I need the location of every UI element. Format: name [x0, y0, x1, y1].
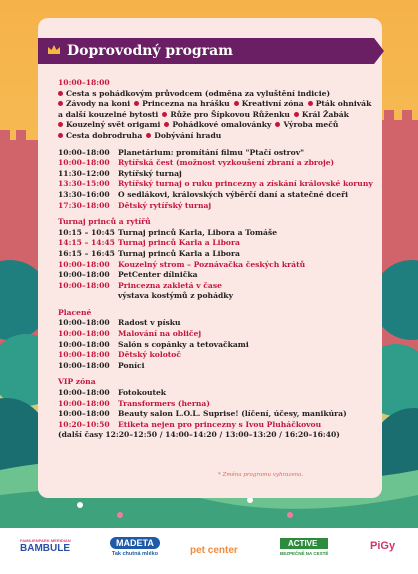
schedule-time: 10:00–18:00: [58, 329, 110, 339]
piggy-logo: [370, 540, 395, 552]
section-heading-paid: Placené: [58, 307, 92, 317]
schedule-activity: PetCenter dílnička: [118, 270, 198, 280]
schedule-activity: Rytířský turnaj: [118, 168, 182, 178]
page-title: Doprovodný program: [67, 43, 233, 59]
vip-extra-times: (další časy 12:20–12:50 / 14:00–14:20 / 13:00–13:20 / 16:20–16:40): [58, 430, 340, 440]
intro-activities: [58, 89, 380, 142]
schedule-activity: Beauty salon L.O.L. Suprise! (líčení, účesy, manikúra): [118, 409, 347, 419]
schedule-main: [58, 148, 380, 212]
intro-activity: Kreativní zóna: [241, 99, 304, 109]
bullet-dot-icon: [58, 133, 63, 138]
petcenter-logo-text: pet center: [190, 545, 238, 556]
schedule-time: 10:00–18:00: [58, 409, 110, 419]
crown-icon: [47, 44, 61, 56]
bullet-dot-icon: [58, 101, 63, 106]
active-logo: [280, 538, 328, 556]
schedule-activity: Dětský rytířský turnaj: [118, 200, 212, 210]
intro-activity: Výroba mečů: [283, 120, 339, 130]
intro-activity: a další kouzelné bytosti: [58, 109, 159, 119]
schedule-time: 10:00–18:00: [58, 350, 110, 360]
schedule-time: [58, 291, 118, 302]
schedule-activity: výstava kostýmů z pohádky: [118, 291, 233, 301]
schedule-activity: Kouzelný strom – Poznávačka českých krátů: [118, 259, 306, 269]
bullet-dot-icon: [164, 122, 169, 127]
intro-activity-row: [58, 131, 380, 142]
intro-activity-row: [58, 99, 380, 110]
bullet-dot-icon: [134, 101, 139, 106]
bullet-dot-icon: [294, 112, 299, 117]
title-banner-tip: [374, 38, 384, 64]
schedule-time: 11:30–12:00: [58, 168, 110, 178]
petcenter-logo: [190, 545, 238, 556]
bullet-dot-icon: [58, 122, 63, 127]
intro-activity: Pták ohnivák: [315, 99, 372, 109]
schedule-paid: [58, 318, 380, 371]
madeta-logo: [110, 537, 160, 557]
schedule-time: 10:00–18:00: [58, 270, 110, 280]
schedule-activity: Rytířská čest (možnost vyzkoušení zbraní a zbroje): [118, 158, 335, 168]
active-logo-tagline: BEZPEČNĚ NA CESTĚ: [280, 551, 329, 556]
schedule-activity: Etiketa nejen pro princezny s Ivou Pluháčkovou: [118, 419, 322, 429]
intro-activity-row: [58, 120, 380, 131]
schedule-activity: Radost v písku: [118, 318, 181, 328]
schedule-time: 10:00–18:00: [58, 147, 110, 157]
schedule-tournament: [58, 228, 380, 302]
bullet-dot-icon: [275, 122, 280, 127]
schedule-time: 10:20–10:50: [58, 419, 110, 429]
intro-activity: Král Žabák: [301, 109, 349, 119]
schedule-activity: Dětský kolotoč: [118, 350, 181, 360]
bambule-logo-caption: FAMILIENPARK MERIDIAN: [20, 538, 71, 543]
schedule-time: 13:30–15:00: [58, 179, 110, 189]
intro-activity: Dobývání hradu: [154, 130, 222, 140]
intro-activity: Kouzelný svět origami: [66, 120, 161, 130]
schedule-activity: Turnaj princů Karla, Libora a Tomáše: [118, 227, 278, 237]
schedule-time: 10:00–18:00: [58, 388, 110, 398]
schedule-activity: Salón s copánky a tetovačkami: [118, 339, 249, 349]
schedule-time: 10:00–18:00: [58, 398, 110, 408]
intro-activity-row: [58, 110, 380, 121]
intro-activity-row: [58, 89, 380, 100]
schedule-activity: Princezna zakletá v čase: [118, 280, 222, 290]
schedule-activity: Planetárium: promítání filmu "Ptačí ostrov": [118, 147, 305, 157]
change-notice: * Změna programu vyhrazena.: [218, 472, 304, 478]
section-heading-tournament: Turnaj princů a rytířů: [58, 217, 151, 227]
bullet-dot-icon: [162, 112, 167, 117]
intro-activity: Závody na koni: [66, 99, 131, 109]
piggy-logo-text: PiGy: [370, 540, 396, 552]
schedule-activity: Poníci: [118, 360, 145, 370]
intro-time: 10:00–18:00: [58, 78, 110, 87]
madeta-logo-text: MADETA: [110, 537, 160, 549]
bambule-logo: [20, 538, 71, 554]
bullet-dot-icon: [58, 91, 63, 96]
schedule-time: 10:00–18:00: [58, 280, 110, 290]
schedule-activity: O sedlákovi, královských výběrčí daní a statečné dceři: [118, 189, 348, 199]
schedule-activity: Turnaj princů Karla a Libora: [118, 238, 240, 248]
schedule-time: 10:00–18:00: [58, 339, 110, 349]
bullet-dot-icon: [146, 133, 151, 138]
intro-activity: Cesta dobrodruha: [66, 130, 143, 140]
intro-activity: Růže pro Šípkovou Růženku: [170, 109, 290, 119]
schedule-activity: Turnaj princů Karla a Libora: [118, 248, 240, 258]
program-content: [58, 78, 380, 441]
schedule-time: 17:30–18:00: [58, 200, 110, 210]
madeta-logo-tagline: Tak chutná mléko: [111, 551, 158, 557]
schedule-time: 10:00–18:00: [58, 158, 110, 168]
schedule-time: 14:15 – 14:45: [58, 238, 115, 248]
bullet-dot-icon: [308, 101, 313, 106]
schedule-time: 10:15 – 10:45: [58, 227, 115, 237]
schedule-activity: Fotokoutek: [118, 388, 167, 398]
intro-activity: Cesta s pohádkovým průvodcem (odměna za vyluštění indicie): [66, 88, 331, 98]
schedule-activity: Transformers (herna): [118, 398, 210, 408]
schedule-time: 16:15 – 16:45: [58, 248, 115, 258]
intro-activity: Princezna na hrášku: [142, 99, 230, 109]
schedule-activity: Rytířský turnaj o ruku princezny a získání královské koruny: [118, 179, 373, 189]
schedule-time: 13:30–16:00: [58, 189, 110, 199]
schedule-activity: Malování na obličej: [118, 329, 202, 339]
active-logo-text: ACTIVE: [280, 538, 328, 549]
bullet-dot-icon: [234, 101, 239, 106]
schedule-time: 10:00–18:00: [58, 360, 110, 370]
section-heading-vip: VIP zóna: [58, 377, 96, 387]
schedule-vip: [58, 388, 380, 430]
bambule-logo-text: BAMBULE: [20, 543, 70, 554]
schedule-time: 10:00–18:00: [58, 318, 110, 328]
schedule-time: 10:00–18:00: [58, 259, 110, 269]
intro-activity: Pohádkové omalovánky: [172, 120, 272, 130]
